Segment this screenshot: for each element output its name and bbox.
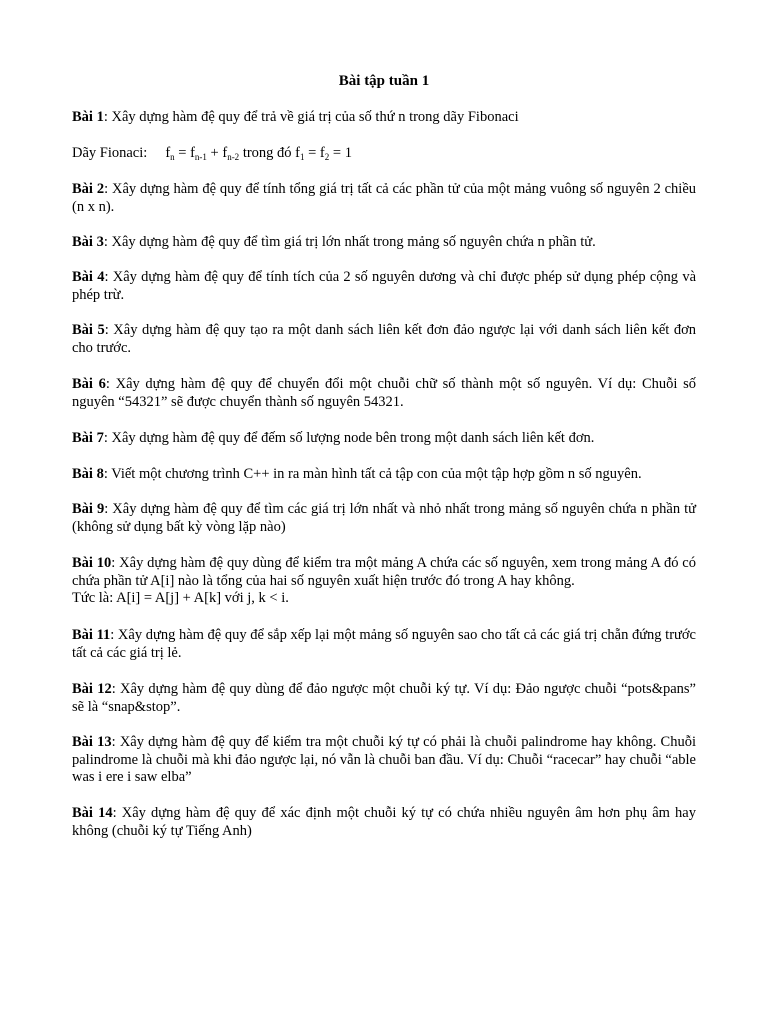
exercise-text: : Xây dựng hàm đệ quy để tìm giá trị lớn nhất trong mảng số nguyên chứa n phần tử. [103, 234, 596, 250]
exercise-12 [72, 681, 696, 716]
exercise-text: : Viết một chương trình C++ in ra màn hình tất cả tập con của một tập hợp gồm n số nguyên. [103, 466, 642, 482]
exercise-label: Bài 3 [72, 234, 104, 250]
exercise-text: : Xây dựng hàm đệ quy để đếm số lượng node bên trong một danh sách liên kết đơn. [103, 430, 595, 446]
exercise-text: : Xây dựng hàm đệ quy để tìm các giá trị lớn nhất và nhỏ nhất trong mảng số nguyên chứa n phần tử (không sử dụng bất kỳ vòng lặp nào) [72, 501, 697, 535]
exercise-text: : Xây dựng hàm đệ quy để tính tổng giá trị tất cả các phần tử của một mảng vuông số nguyên 2 chiều (n x n). [72, 181, 697, 215]
formula-sub: n [170, 152, 175, 162]
exercise-text: : Xây dựng hàm đệ quy để tính tích của 2 số nguyên dương và chỉ được phép sử dụng phép cộng và phép trừ. [72, 269, 697, 303]
exercise-text: : Xây dựng hàm đệ quy để sắp xếp lại một mảng số nguyên sao cho tất cả các giá trị chẵn đứng trước tất cả các giá trị lẻ. [72, 627, 696, 661]
fibonacci-prefix: Dãy Fionaci: [72, 145, 148, 161]
exercise-10 [72, 555, 696, 590]
exercise-text: : Xây dựng hàm đệ quy tạo ra một danh sách liên kết đơn đảo ngược lại với danh sách liên kết đơn cho trước. [72, 322, 697, 356]
formula-f: f [165, 145, 171, 161]
exercise-11 [72, 627, 696, 662]
formula-sub: n-2 [227, 152, 240, 162]
exercise-label: Bài 1 [72, 109, 104, 125]
formula-part: trong đó f [239, 145, 300, 161]
formula-sub: n-1 [194, 152, 207, 162]
exercise-text: : Xây dựng hàm đệ quy để chuyển đổi một chuỗi chữ số thành một số nguyên. Ví dụ: Chuỗi số nguyên “54321” sẽ được chuyển thành số nguyên 54321. [72, 376, 697, 410]
exercise-1 [72, 109, 696, 127]
exercise-3 [72, 234, 696, 252]
exercise-text: : Xây dựng hàm đệ quy để xác định một chuỗi ký tự có chứa nhiều nguyên âm hơn phụ âm hay không (chuỗi ký tự Tiếng Anh) [72, 805, 696, 839]
exercise-label: Bài 8 [72, 466, 104, 482]
formula-part: = f [304, 145, 325, 161]
exercise-label: Bài 5 [72, 322, 105, 338]
exercise-5 [72, 322, 696, 357]
exercise-label: Bài 2 [72, 181, 105, 197]
exercise-label: Bài 4 [72, 269, 105, 285]
exercise-2 [72, 181, 696, 216]
exercise-label: Bài 14 [72, 805, 113, 821]
formula-part: = f [174, 145, 195, 161]
exercise-label: Bài 12 [72, 681, 112, 697]
exercise-10-note: Tức là: A[i] = A[j] + A[k] với j, k < i. [72, 590, 289, 606]
exercise-9 [72, 501, 696, 536]
exercise-text: : Xây dựng hàm đệ quy để trả về giá trị của số thứ n trong dãy Fibonaci [103, 109, 519, 125]
exercise-label: Bài 11 [72, 627, 111, 643]
exercise-4 [72, 269, 696, 304]
exercise-label: Bài 9 [72, 501, 105, 517]
formula-sub: 1 [300, 152, 305, 162]
exercise-text: : Xây dựng hàm đệ quy dùng để kiểm tra một mảng A chứa các số nguyên, xem trong mảng A đó có chứa phần tử A[i] nào là tổng của hai số nguyên xuất hiện trước đó trong A hay không. [72, 555, 696, 589]
exercise-8 [72, 466, 696, 484]
exercise-label: Bài 7 [72, 430, 104, 446]
exercise-label: Bài 6 [72, 376, 106, 392]
exercise-text: : Xây dựng hàm đệ quy để kiểm tra một chuỗi ký tự có phải là chuỗi palindrome hay không. Chuỗi palindrome là chuỗi mà khi đảo ngược lại, nó vẫn là chuỗi ban đầu. Ví dụ: Chuỗi “racecar” hay chuỗi “able was i ere i saw elba” [72, 734, 696, 785]
exercise-text: : Xây dựng hàm đệ quy dùng để đảo ngược một chuỗi ký tự. Ví dụ: Đảo ngược chuỗi “pots&pans” sẽ là “snap&stop”. [72, 681, 696, 715]
exercise-label: Bài 10 [72, 555, 112, 571]
exercise-label: Bài 13 [72, 734, 112, 750]
formula-part: = 1 [329, 145, 352, 161]
exercise-7 [72, 430, 696, 448]
exercise-14 [72, 805, 696, 840]
formula-sub: 2 [324, 152, 330, 162]
fibonacci-formula [72, 145, 696, 163]
exercise-13 [72, 734, 696, 787]
formula-part: + f [206, 145, 228, 161]
page-title: Bài tập tuần 1 [338, 73, 430, 89]
exercise-6 [72, 376, 696, 411]
